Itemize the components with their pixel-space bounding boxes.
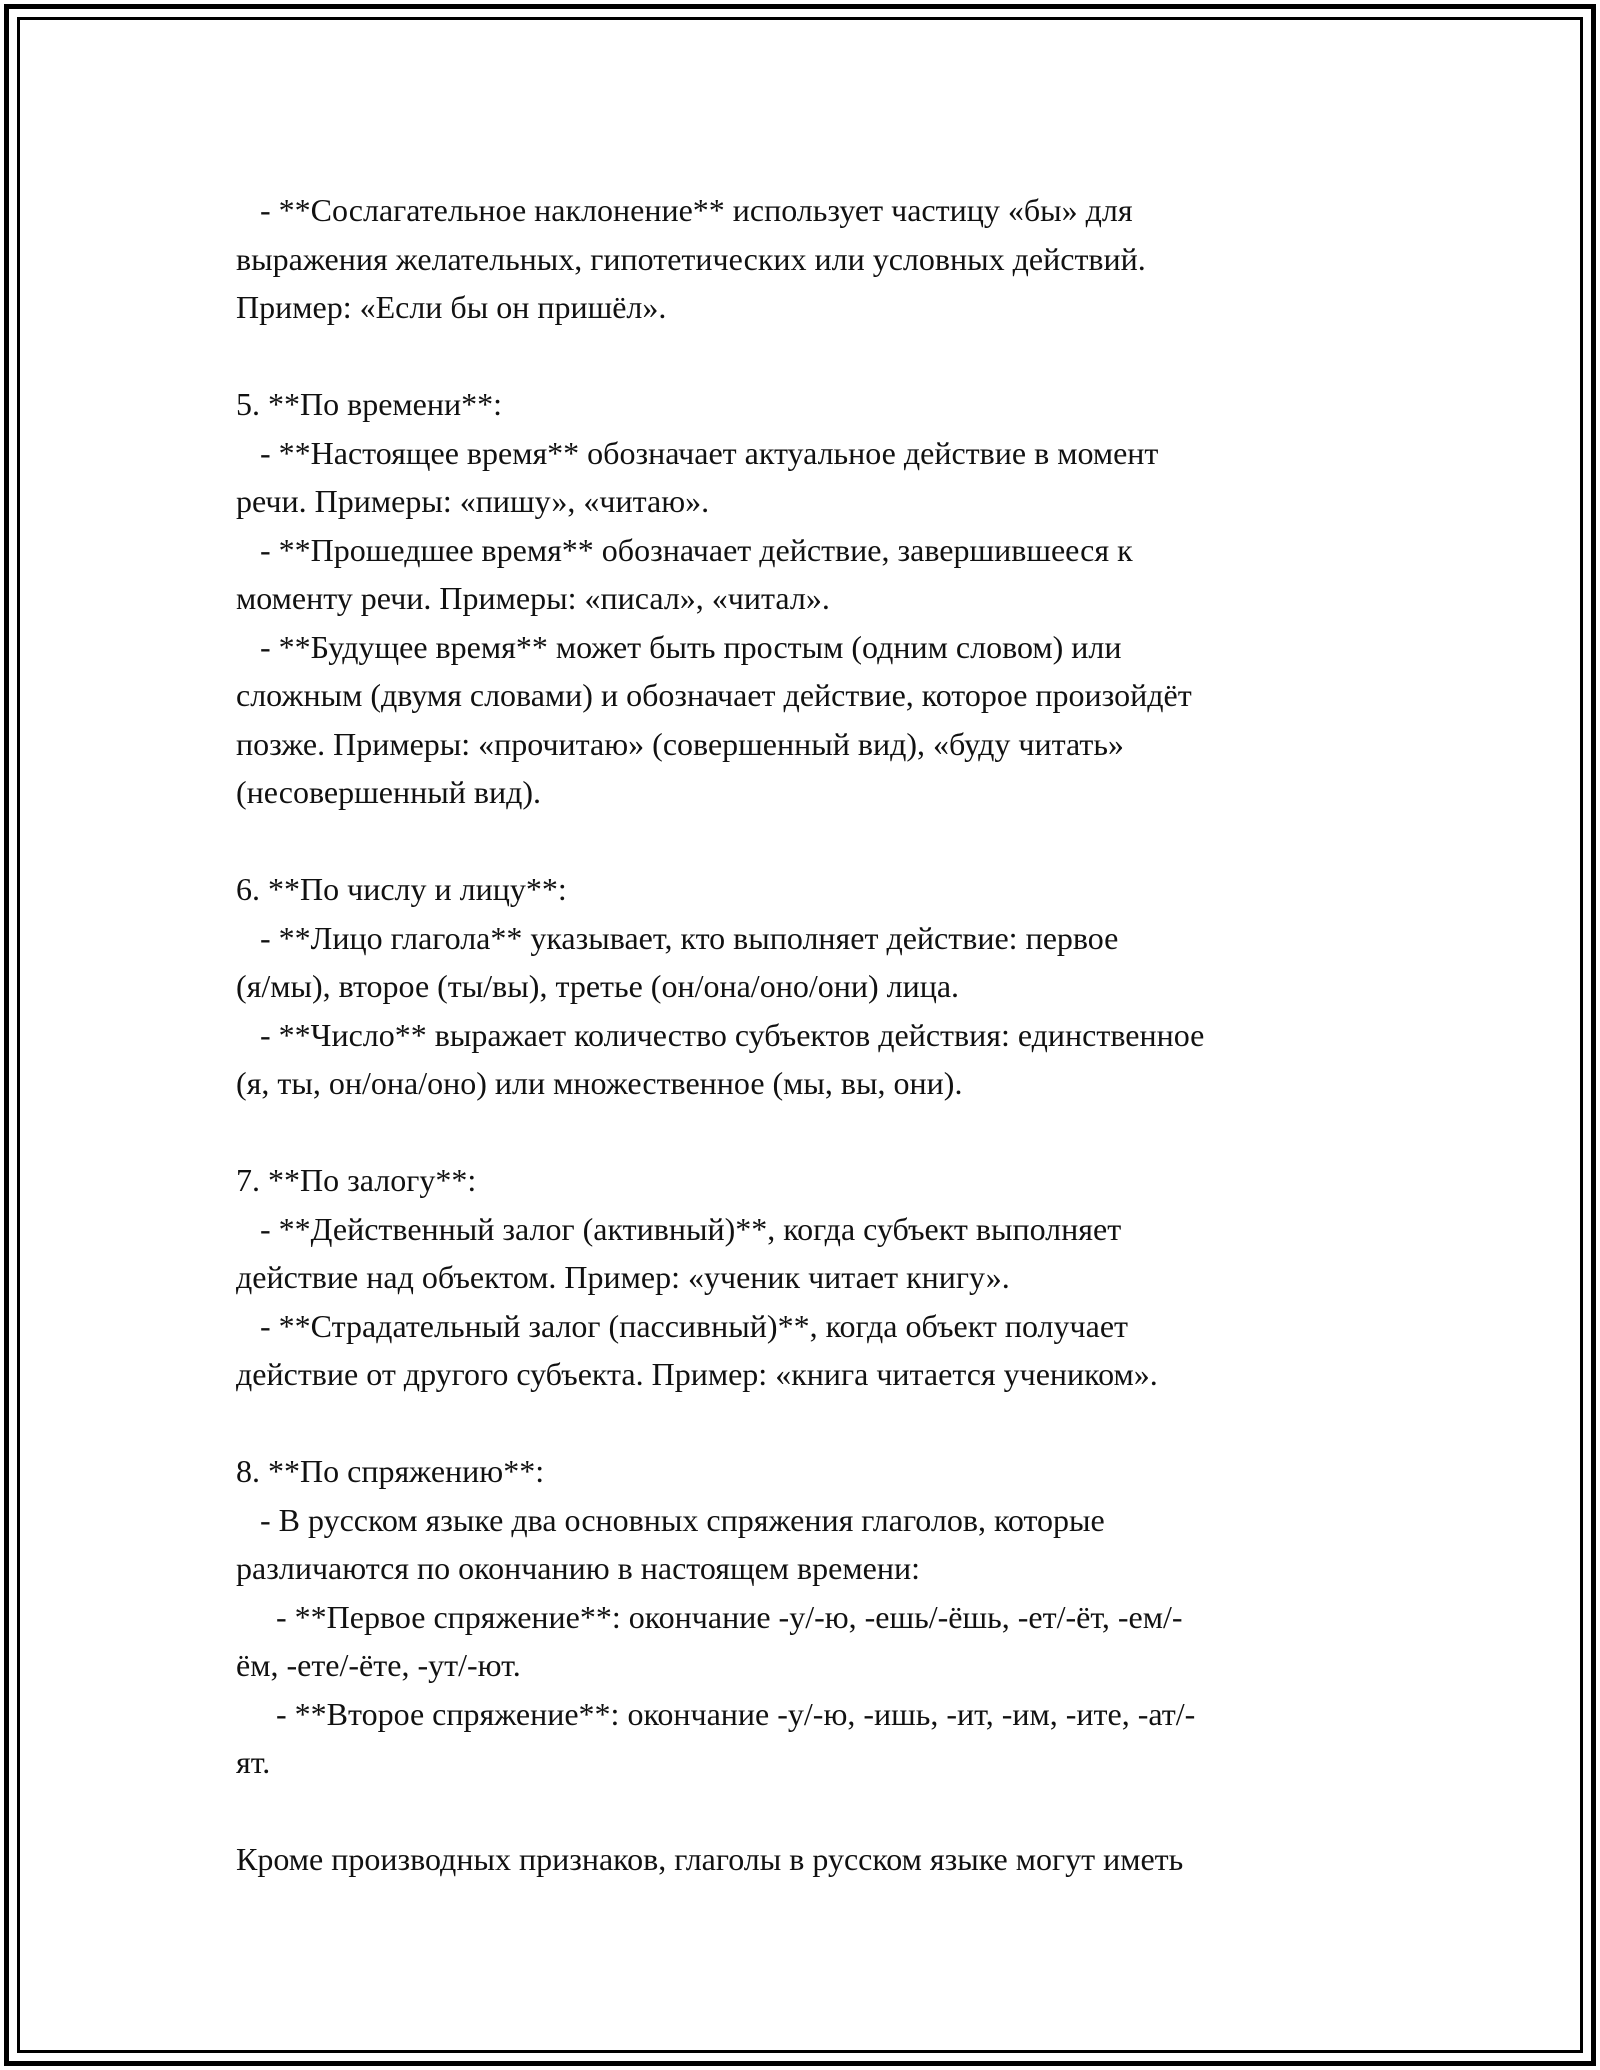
document-body xyxy=(236,186,1416,1884)
text-line: 8. **По спряжению**: xyxy=(236,1453,545,1489)
text-line: - **Лицо глагола** указывает, кто выполняет действие: первое xyxy=(236,919,1119,956)
text-line: (несовершенный вид). xyxy=(236,774,541,810)
text-line: (я, ты, он/она/оно) или множественное (мы, вы, они). xyxy=(236,1065,963,1101)
text-line: ём, -ете/-ёте, -ут/-ют. xyxy=(236,1647,521,1683)
text-line: действие над объектом. Пример: «ученик читает книгу». xyxy=(236,1259,1010,1295)
text-line: - **Первое спряжение**: окончание -у/-ю, -ешь/-ёшь, -ет/-ёт, -ем/- xyxy=(236,1598,1183,1635)
paragraph xyxy=(236,380,1416,817)
paragraph-gap xyxy=(236,332,1416,381)
text-line: - **Прошедшее время** обозначает действие, завершившееся к xyxy=(236,531,1133,568)
paragraph-gap xyxy=(236,1399,1416,1448)
text-line: выражения желательных, гипотетических или условных действий. xyxy=(236,240,1146,277)
paragraph xyxy=(236,186,1416,332)
text-line: Пример: «Если бы он пришёл». xyxy=(236,289,667,325)
text-line: моменту речи. Примеры: «писал», «читал». xyxy=(236,580,830,616)
paragraph-gap xyxy=(236,1108,1416,1157)
text-line: - **Число** выражает количество субъектов действия: единственное xyxy=(236,1016,1205,1053)
text-line: - **Настоящее время** обозначает актуальное действие в момент xyxy=(236,434,1159,471)
text-line: ят. xyxy=(236,1744,271,1780)
text-line: позже. Примеры: «прочитаю» (совершенный вид), «буду читать» xyxy=(236,725,1124,762)
text-line: - **Страдательный залог (пассивный)**, когда объект получает xyxy=(236,1307,1128,1344)
text-line: различаются по окончанию в настоящем времени: xyxy=(236,1550,920,1586)
text-line: - В русском языке два основных спряжения глаголов, которые xyxy=(236,1501,1105,1538)
paragraph-gap xyxy=(236,817,1416,866)
text-line: - **Действенный залог (активный)**, когда субъект выполняет xyxy=(236,1210,1122,1247)
text-line: 7. **По залогу**: xyxy=(236,1162,477,1198)
paragraph xyxy=(236,1835,1416,1884)
paragraph xyxy=(236,865,1416,1108)
text-line: (я/мы), второе (ты/вы), третье (он/она/оно/они) лица. xyxy=(236,968,960,1004)
paragraph xyxy=(236,1156,1416,1399)
text-line: Кроме производных признаков, глаголы в русском языке могут иметь xyxy=(236,1841,1184,1877)
text-line: - **Будущее время** может быть простым (одним словом) или xyxy=(236,628,1122,665)
text-line: речи. Примеры: «пишу», «читаю». xyxy=(236,483,710,519)
text-line: 5. **По времени**: xyxy=(236,386,503,422)
text-line: 6. **По числу и лицу**: xyxy=(236,871,567,907)
paragraph xyxy=(236,1447,1416,1787)
text-line: - **Второе спряжение**: окончание -у/-ю, -ишь, -ит, -им, -ите, -ат/- xyxy=(236,1695,1196,1732)
text-line: сложным (двумя словами) и обозначает действие, которое произойдёт xyxy=(236,677,1192,713)
text-line: - **Сослагательное наклонение** использует частицу «бы» для xyxy=(236,192,1133,228)
paragraph-gap xyxy=(236,1787,1416,1836)
text-line: действие от другого субъекта. Пример: «книга читается учеником». xyxy=(236,1356,1158,1392)
